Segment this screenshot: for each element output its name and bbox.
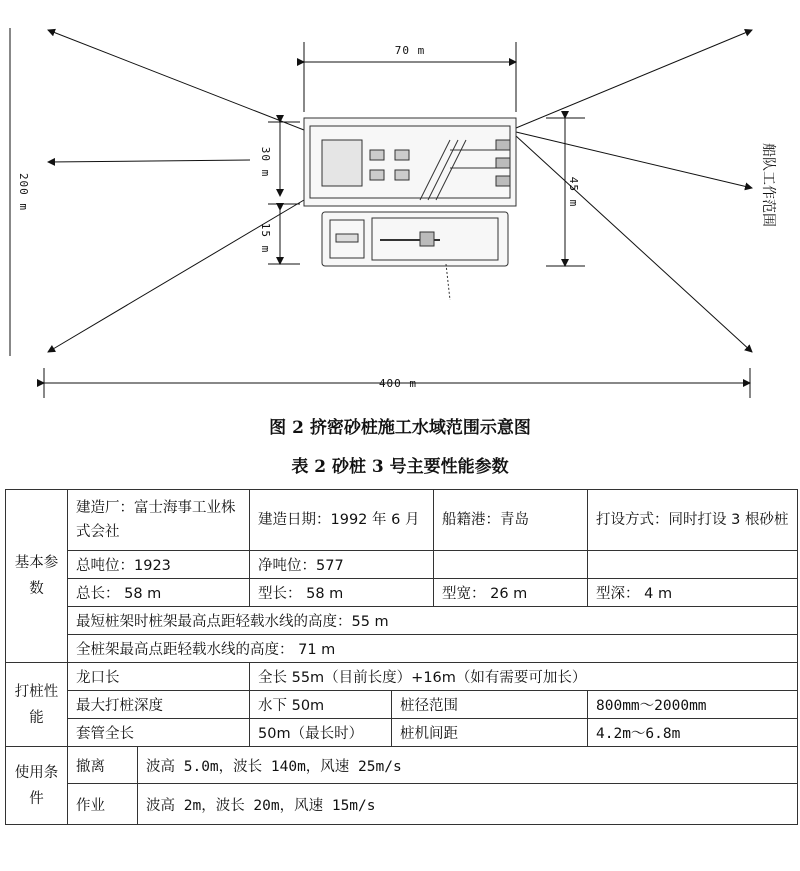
section-usage: 使用条件 <box>6 747 68 825</box>
empty-cell <box>434 551 588 579</box>
casing-value: 50m（最长时） <box>250 719 392 747</box>
full-frame-height-cell: 全桩架最高点距轻载水线的高度： 71 m <box>68 635 798 663</box>
table-row <box>6 579 798 607</box>
table-row <box>6 691 798 719</box>
range-ray <box>516 136 752 352</box>
performance-table <box>5 489 798 825</box>
work-label: 作业 <box>68 784 138 825</box>
fleet-range-label: 船队工作范围 <box>760 143 776 227</box>
gantry-label: 龙口长 <box>68 663 250 691</box>
table-row <box>6 747 798 784</box>
table-row <box>6 607 798 635</box>
dim-45-label: 45 m <box>567 176 580 208</box>
spacing-label: 桩机间距 <box>392 719 588 747</box>
diameter-value: 800mm～2000mm <box>588 691 798 719</box>
total-length-cell: 总长： 58 m <box>68 579 250 607</box>
net-tonnage-cell: 净吨位：577 <box>250 551 434 579</box>
withdraw-value: 波高 5.0m，波长 140m，风速 25m/s <box>138 747 798 784</box>
spacing-value: 4.2m～6.8m <box>588 719 798 747</box>
dim-400-label: 400 m <box>378 377 418 390</box>
empty-cell <box>588 551 798 579</box>
diameter-label: 桩径范围 <box>392 691 588 719</box>
range-ray <box>516 132 752 188</box>
gantry-value: 全长 55m（目前长度）+16m（如有需要可加长） <box>250 663 798 691</box>
table-row <box>6 490 798 551</box>
method-cell: 打设方式：同时打设 3 根砂桩 <box>588 490 798 551</box>
table-row <box>6 719 798 747</box>
construction-range-diagram <box>0 0 800 410</box>
work-value: 波高 2m，波长 20m，风速 15m/s <box>138 784 798 825</box>
range-ray <box>48 160 250 162</box>
withdraw-label: 撤离 <box>68 747 138 784</box>
dim-15-label: 15 m <box>259 222 272 254</box>
dim-200-label: 200 m <box>17 172 30 212</box>
figure-caption: 图 2 挤密砂桩施工水域范围示意图 <box>269 418 531 438</box>
port-cell: 船籍港：青岛 <box>434 490 588 551</box>
sand-barge <box>322 212 508 300</box>
depth-label: 最大打桩深度 <box>68 691 250 719</box>
table-row <box>6 784 798 825</box>
type-depth-cell: 型深： 4 m <box>588 579 798 607</box>
gross-tonnage-cell: 总吨位：1923 <box>68 551 250 579</box>
section-basic: 基本参数 <box>6 490 68 663</box>
dim-70-label: 70 m <box>394 44 426 57</box>
table-row <box>6 551 798 579</box>
depth-value: 水下 50m <box>250 691 392 719</box>
build-date-cell: 建造日期：1992 年 6 月 <box>250 490 434 551</box>
casing-label: 套管全长 <box>68 719 250 747</box>
dim-30-label: 30 m <box>259 146 272 178</box>
builder-cell: 建造厂：富士海事工业株式会社 <box>68 490 250 551</box>
section-piling: 打桩性能 <box>6 663 68 747</box>
table-row <box>6 635 798 663</box>
table-caption: 表 2 砂桩 3 号主要性能参数 <box>291 457 509 477</box>
type-width-cell: 型宽： 26 m <box>434 579 588 607</box>
table-row <box>6 663 798 691</box>
pile-vessel <box>304 118 516 206</box>
type-length-cell: 型长： 58 m <box>250 579 434 607</box>
range-ray <box>516 30 752 128</box>
short-frame-height-cell: 最短桩架时桩架最高点距轻载水线的高度：55 m <box>68 607 798 635</box>
range-ray <box>48 30 304 130</box>
